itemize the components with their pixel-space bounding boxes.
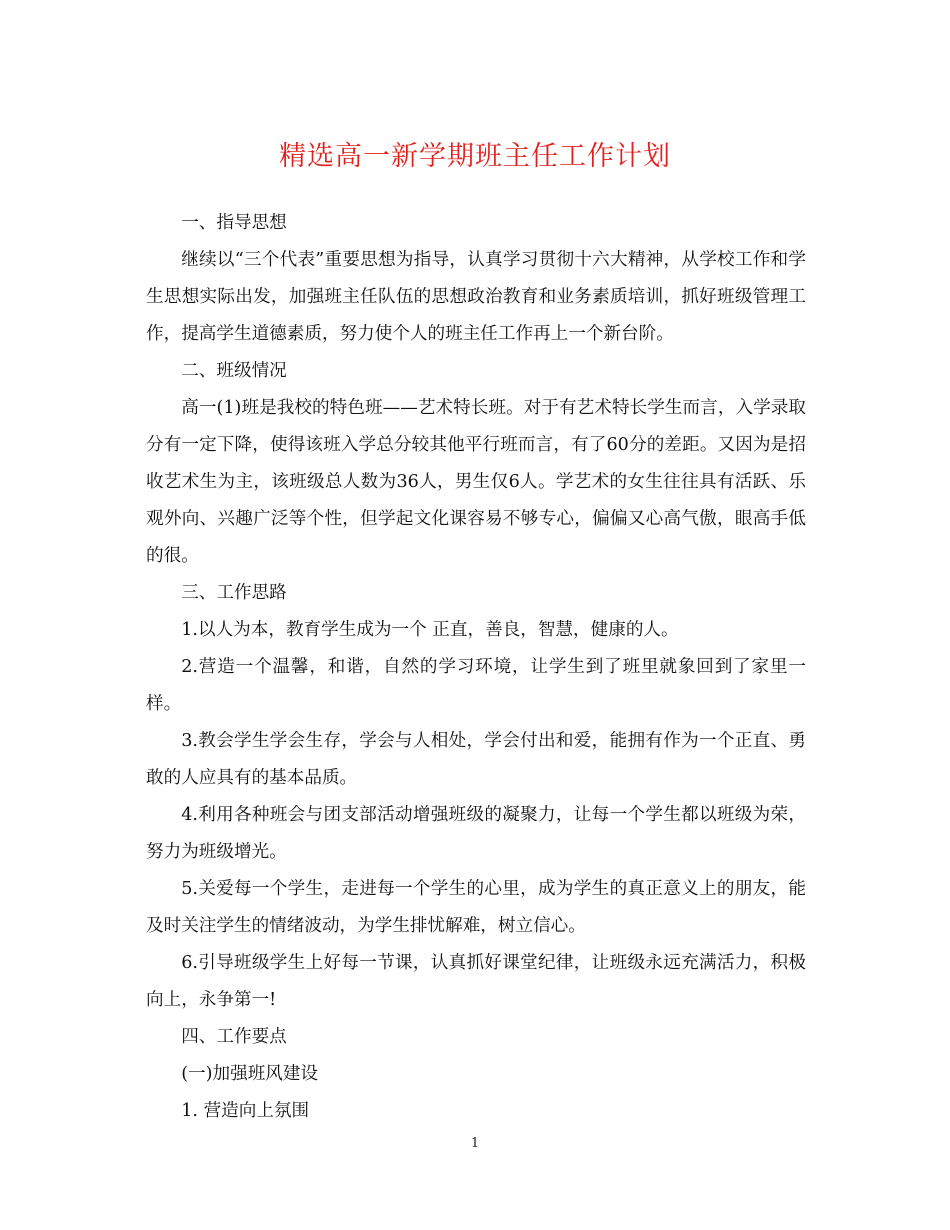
list-item-approach-3: 3.教会学生学会生存，学会与人相处，学会付出和爱，能拥有作为一个正直、勇敢的人应具有的基本品质。: [146, 731, 806, 788]
list-item-approach-5: 5.关爱每一个学生，走进每一个学生的心里，成为学生的真正意义上的朋友，能及时关注学生的情绪波动，为学生排忧解难，树立信心。: [146, 879, 806, 936]
list-item-approach-6: 6.引导班级学生上好每一节课，认真抓好课堂纪律，让班级永远充满活力，积极向上，永争第一!: [146, 953, 806, 1010]
paragraph-class-situation: 高一(1)班是我校的特色班——艺术特长班。对于有艺术特长学生而言，入学录取分有一定下降，使得该班入学总分较其他平行班而言，有了60分的差距。又因为是招收艺术生为主，该班级总人数为36人，男生仅6人。学艺术的女生往往具有活跃、乐观外向、兴趣广泛等个性，但学起文化课容易不够专心，偏偏又心高气傲，眼高手低的很。: [146, 398, 806, 566]
section-heading-work-points: 四、工作要点: [181, 1027, 287, 1047]
section-heading-work-approach: 三、工作思路: [181, 583, 287, 603]
section-heading-guiding-ideology: 一、指导思想: [181, 213, 287, 233]
list-item-positive-atmosphere: 1. 营造向上氛围: [181, 1101, 310, 1121]
list-item-approach-2: 2.营造一个温馨，和谐，自然的学习环境，让学生到了班里就象回到了家里一样。: [146, 657, 806, 714]
section-heading-class-situation: 二、班级情况: [181, 361, 287, 381]
document-title: 精选高一新学期班主任工作计划: [279, 141, 671, 172]
document-body: [146, 205, 806, 1130]
subsection-heading-class-culture: (一)加强班风建设: [181, 1064, 319, 1084]
paragraph-guiding-ideology: 继续以“三个代表”重要思想为指导，认真学习贯彻十六大精神，从学校工作和学生思想实际出发，加强班主任队伍的思想政治教育和业务素质培训，抓好班级管理工作，提高学生道德素质，努力使个人的班主任工作再上一个新台阶。: [146, 250, 806, 344]
list-item-approach-4: 4.利用各种班会与团支部活动增强班级的凝聚力，让每一个学生都以班级为荣，努力为班级增光。: [146, 805, 806, 862]
list-item-approach-1: 1.以人为本，教育学生成为一个 正直，善良，智慧，健康的人。: [181, 620, 679, 640]
page-number: 1: [470, 1136, 480, 1151]
